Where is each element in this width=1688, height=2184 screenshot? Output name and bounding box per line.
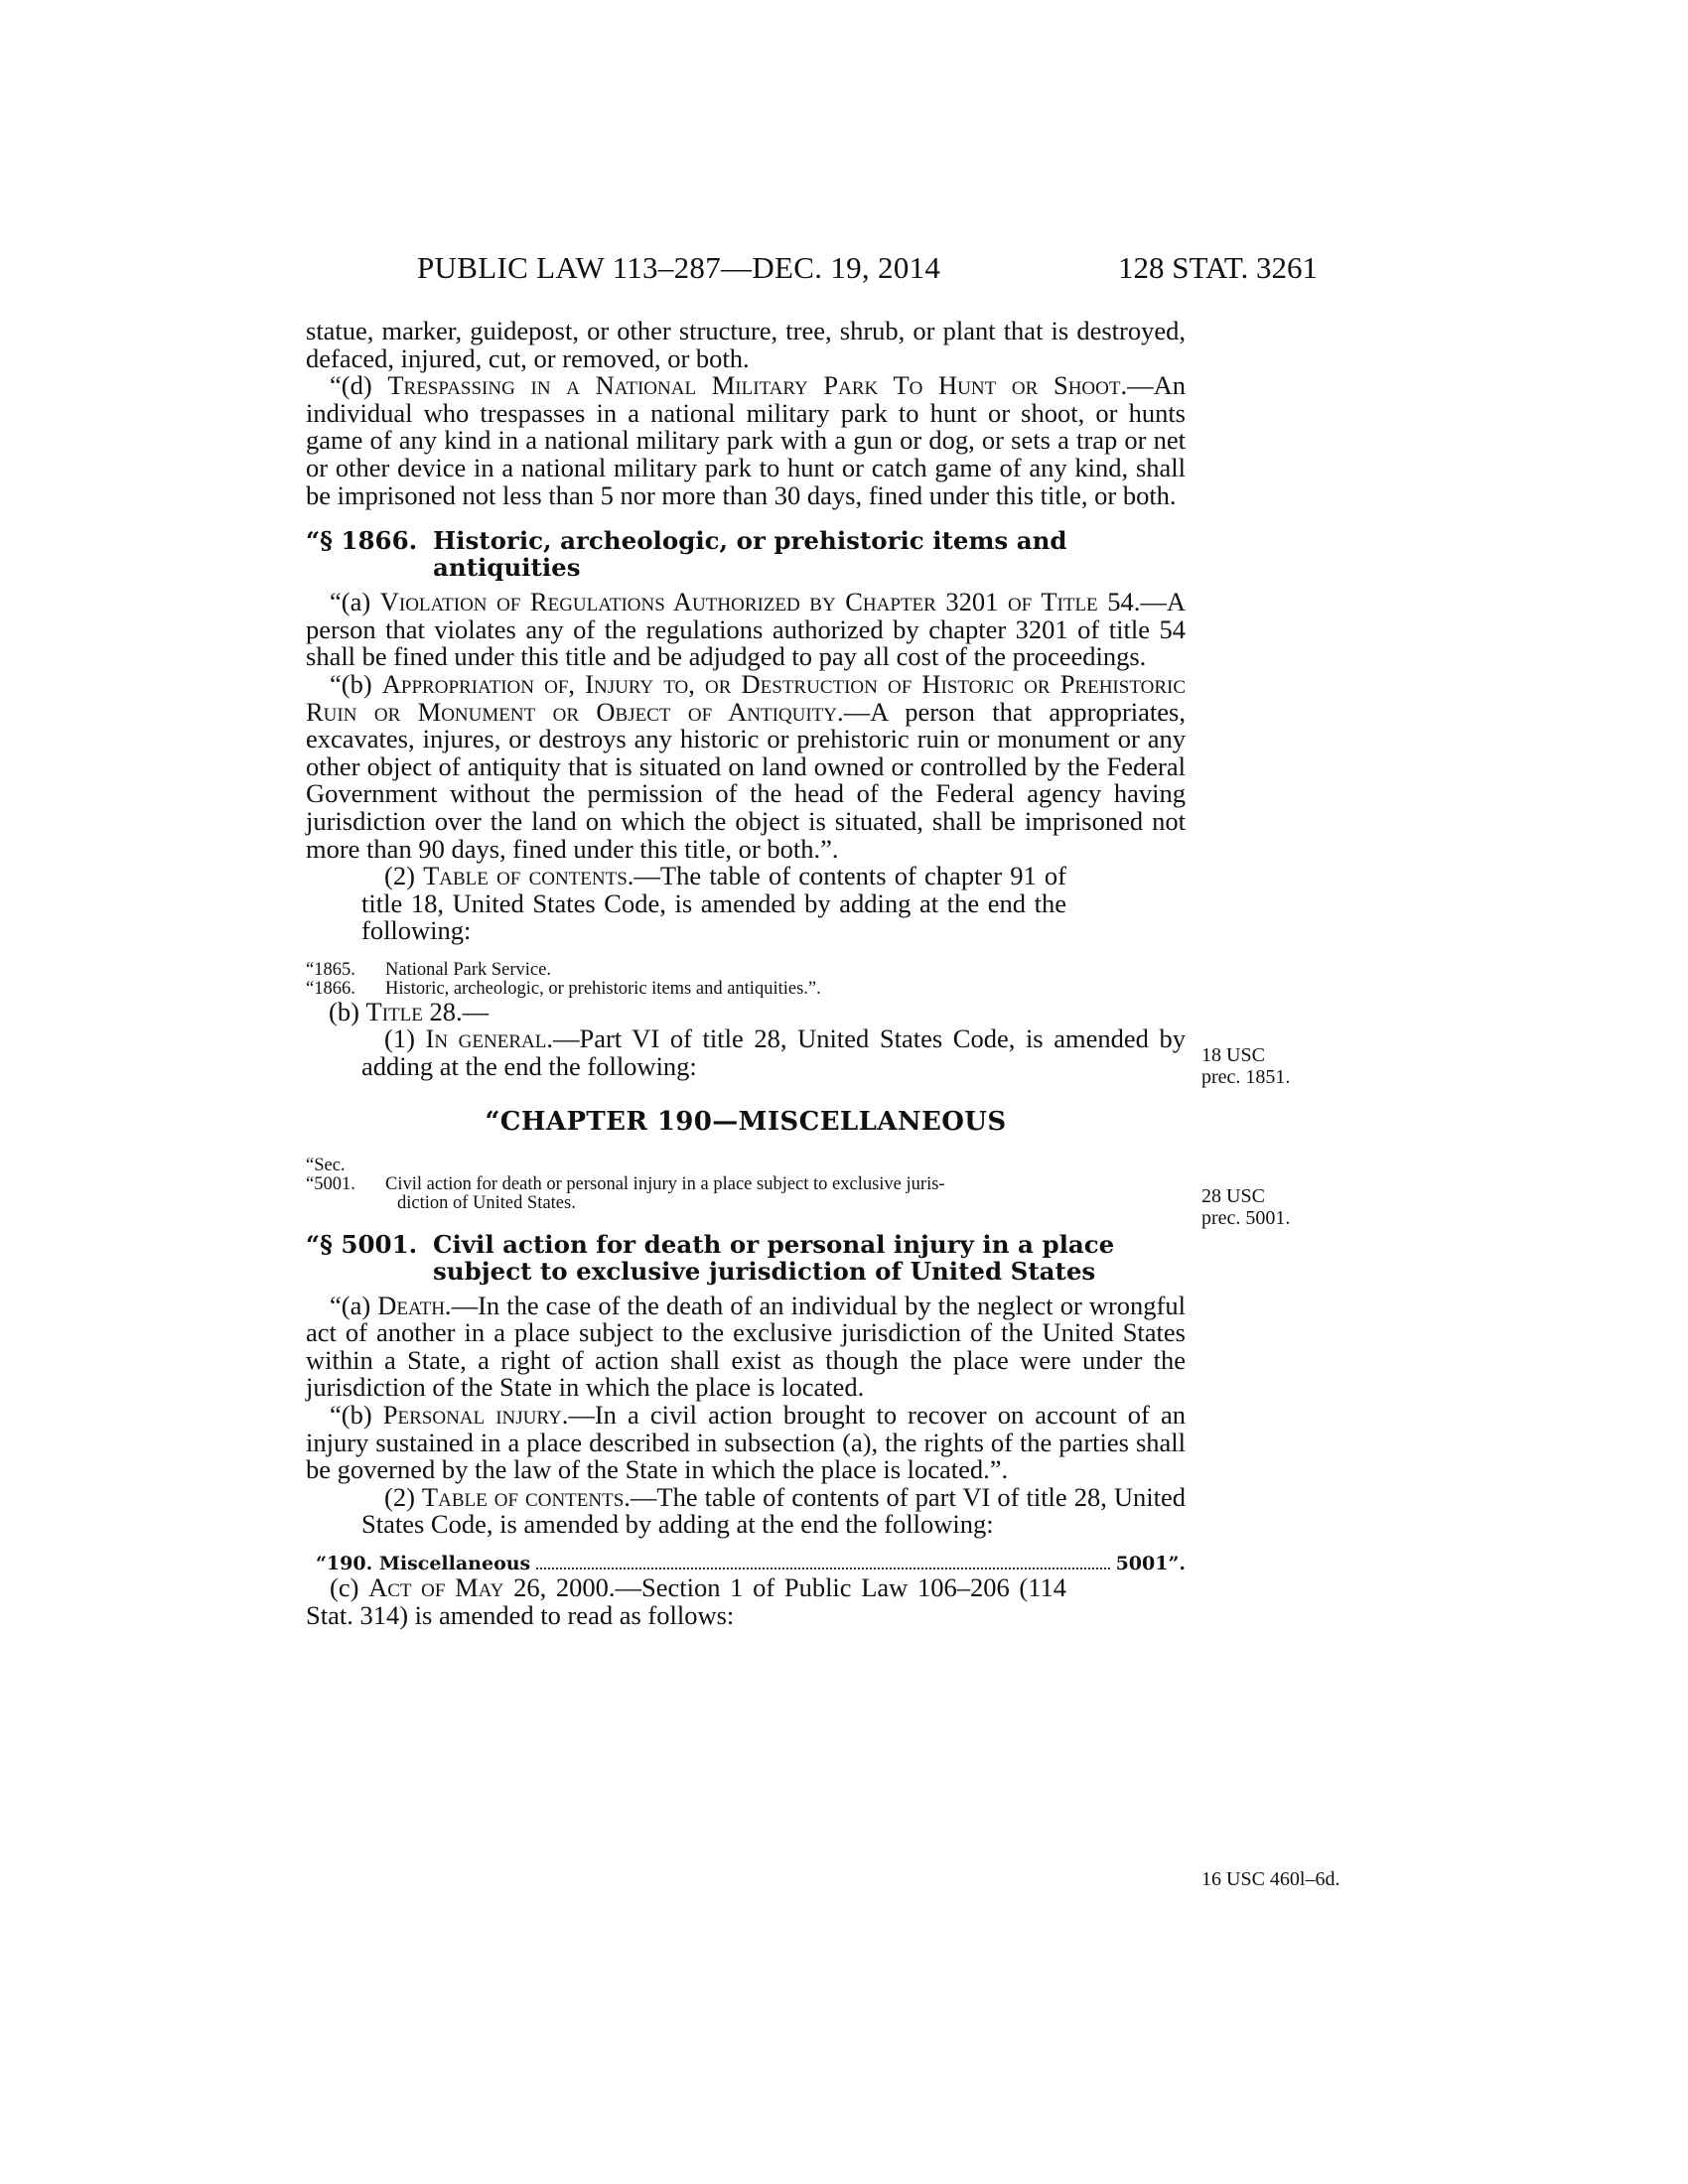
toc-title-18	[306, 961, 1186, 999]
subsection-caption: Violation of Regulations Authorized by Chapter 3201 of Title 54.	[379, 587, 1141, 617]
statute-text-column	[306, 318, 1186, 1629]
section-1866-subsection-a: “(a) Violation of Regulations Authorized by Chapter 3201 of Title 54.—A person that violates any of the regulations authorized by chapter 3201 of title 54 shall be fined under this title and be adjudged to pay all cost of the proceedings.	[306, 587, 1186, 672]
section-title: Civil action for death or personal injury in a place subject to exclusive jurisdiction of United States	[433, 1229, 1115, 1286]
section-5001-subsection-b: “(b) Personal injury.—In a civil action brought to recover on account of an injury sustained in a place described in subsection (a), the rights of the parties shall be governed by the law of the State in which the place is located.”.	[306, 1400, 1186, 1485]
toc-chapter-190: “Sec. “5001. Civil action for death or personal injury in a place subject to exclusive juris- diction of United States.	[306, 1157, 1186, 1213]
subsection-d: “(d) Trespassing in a National Military Park To Hunt or Shoot.—An individual who trespasses in a national military park to hunt or shoot, or hunts game of any kind in a national military park with a gun or dog, or sets a trap or net or other device in a national military park to hunt or catch game of any kind, shall be imprisoned not less than 5 nor more than 30 days, fined under this title, or both.	[306, 370, 1186, 510]
paragraph-in-general: (1) In general.—Part VI of title 28, United States Code, is amended by adding at the end the following:	[361, 1024, 1186, 1082]
table-of-contents-amendment-title-18: (2) Table of contents.—The table of contents of chapter 91 of title 18, United States Code, is amended by adding at the end the following:	[361, 861, 1066, 946]
paragraph-caption: Table of contents.	[423, 861, 634, 891]
subsection-c: (c) Act of May 26, 2000.—Section 1 of Public Law 106–206 (114 Stat. 314) is amended to read as follows:	[306, 1572, 1066, 1630]
subsection-caption: Title 28.	[365, 996, 463, 1026]
section-1866-subsection-b: “(b) Appropriation of, Injury to, or Destruction of Historic or Prehistoric Ruin or Monument or Object of Antiquity.—A person that appropriates, excavates, injures, or destroys any historic or prehistoric ruin or monument or any other object of antiquity that is situated on land owned or controlled by the Federal Government without the permission of the head of the Federal agency having jurisdiction over the land on which the object is situated, shall be imprisoned not more than 90 days, fined under this title, or both.”.	[306, 668, 1186, 864]
chapter-190-heading: “CHAPTER 190—MISCELLANEOUS	[485, 1106, 1007, 1137]
subsection-b-title-28: (b) Title 28.—	[329, 996, 490, 1026]
margin-note-18-usc: 18 USC prec. 1851.	[1201, 1044, 1291, 1088]
subsection-caption: Act of May 26, 2000.	[368, 1572, 616, 1602]
public-law-citation: PUBLIC LAW 113–287—DEC. 19, 2014	[417, 250, 941, 285]
margin-note-28-usc: 28 USC prec. 5001.	[1201, 1185, 1291, 1229]
toc-entry: “1866. Historic, archeologic, or prehistoric items and antiquities.”.	[306, 978, 821, 999]
page-header	[0, 250, 1688, 290]
toc-entry: “5001. Civil action for death or personal injury in a place subject to exclusive juris-	[306, 1173, 945, 1194]
section-number: “§ 1866.	[306, 526, 418, 556]
statute-page-number: 128 STAT. 3261	[1118, 250, 1319, 285]
subsection-caption: Personal injury.	[382, 1400, 569, 1431]
section-5001-subsection-a: “(a) Death.—In the case of the death of an individual by the neglect or wrongful act of another in a place subject to the exclusive jurisdiction of the United States within a State, a right of action shall exist as though the place were under the jurisdiction of the State in which the place is located.	[306, 1290, 1186, 1403]
toc-chapter-entry: “190. Miscellaneous 5001”.	[316, 1553, 1186, 1574]
section-number: “§ 5001.	[306, 1229, 418, 1259]
subsection-caption: Appropriation of, Injury to, or Destruction of Historic or Prehistoric Ruin or Monument or Object of Antiquity.	[306, 668, 1186, 727]
subsection-caption: Trespassing in a National Military Park To Hunt or Shoot.	[387, 370, 1128, 401]
dot-leader	[536, 1568, 1109, 1570]
table-of-contents-amendment-title-28: (2) Table of contents.—The table of contents of part VI of title 28, United States Code, is amended by adding at the end the following:	[361, 1481, 1186, 1540]
margin-note-16-usc: 16 USC 460l–6d.	[1201, 1868, 1340, 1890]
subsection-caption: Death.	[377, 1290, 452, 1320]
paragraph-caption: In general.	[425, 1024, 553, 1054]
section-1866-heading	[306, 527, 1186, 581]
section-5001-heading	[306, 1231, 1186, 1285]
toc-sec-label: “Sec.	[306, 1155, 346, 1175]
section-title: Historic, archeologic, or prehistoric items and antiquities	[433, 526, 1067, 583]
paragraph-caption: Table of contents.	[421, 1481, 631, 1512]
toc-entry: “1865. National Park Service.	[306, 959, 551, 980]
continuation-paragraph: statue, marker, guidepost, or other structure, tree, shrub, or plant that is destroyed, defaced, injured, cut, or removed, or both.	[306, 316, 1186, 373]
